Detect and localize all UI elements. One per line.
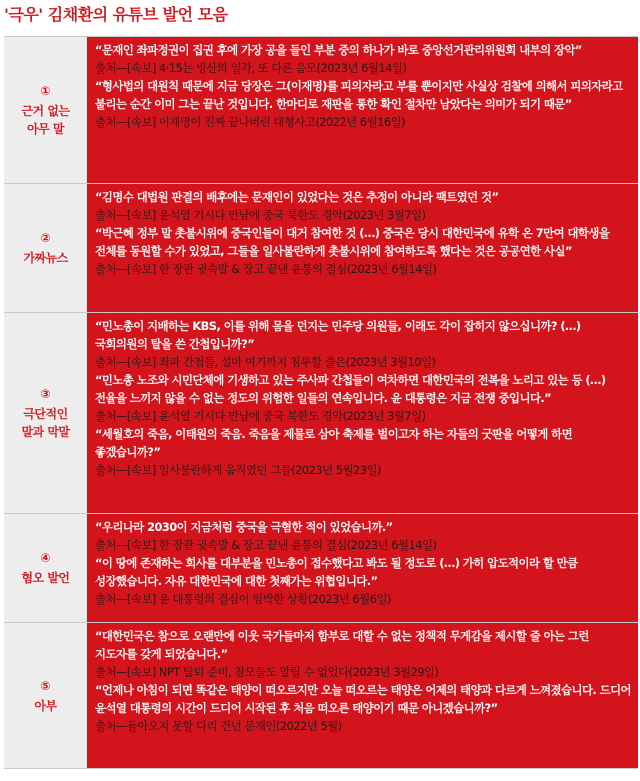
quote-source: 출처—[속보] 윤석열 기시다 만남에 중국 북한도 경악(2023년 3월7일) <box>95 409 426 423</box>
quote-source: 출처—[속보] 좌파 간첩들, 설마 여기까지 침투할 줄은(2023년 3월10일) <box>95 355 436 369</box>
category-number: ③ <box>40 387 51 401</box>
category-number: ① <box>40 84 51 98</box>
quote-text: “세월호의 죽음, 이태원의 죽음. 죽음을 제물로 삼아 축제를 벌이고자 하는 자들의 굿판을 어떻게 하면 좋겠습니까?” <box>95 427 573 459</box>
category-cell <box>4 37 87 183</box>
quote-cell <box>87 514 638 622</box>
category-cell <box>4 514 87 622</box>
quote-source: 출처—돌아오지 못할 다리 건넌 문재인(2022년 5월) <box>95 719 342 733</box>
quote-text: “형사법의 대원칙 때문에 지금 당장은 그(이재명)를 피의자라고 부를 뿐이지만 사실상 검찰에 의해서 피의자라고 불리는 순간 이미 그는 끝난 것입니다. 한마디로 재판을 통한 확인 절차만 남았다는 의미가 되기 때문” <box>95 79 623 111</box>
table-row <box>4 37 638 184</box>
quote-cell <box>87 37 638 183</box>
quote-text: “민노총이 지배하는 KBS, 이를 위해 몸을 던지는 민주당 의원들, 이래도 각이 잡히지 않으십니까? (…) 국회의원의 탈을 쓴 간첩입니까?” <box>95 319 581 351</box>
table-row <box>4 514 638 623</box>
quote-text: “이 땅에 존재하는 회사를 대부분을 민노총이 접수했다고 봐도 될 정도로 (…) 가히 압도적이라 할 만큼 성장했습니다. 자유 대한민국에 대한 첫째가는 위협입니다.” <box>95 556 578 588</box>
category-cell <box>4 184 87 312</box>
quote-text: “김명수 대법원 판결의 배후에는 문재인이 있었다는 것은 추정이 아니라 팩트였던 것” <box>95 190 499 204</box>
quote-text: “우리나라 2030이 지금처럼 중국을 극혐한 적이 있었습니까.” <box>95 520 393 534</box>
quote-text: “박근혜 정부 말 촛불시위에 중국인들이 대거 참여한 것 (…) 중국은 당시 대한민국에 유학 온 7만여 대학생을 전체를 동원할 수가 있었고, 그들을 일사불란하게 촛불시위에 참여하도록 했다는 것은 공공연한 사실” <box>95 226 610 258</box>
table-row <box>4 623 638 769</box>
category-cell <box>4 313 87 513</box>
category-label: 혐오 발언 <box>21 571 70 585</box>
table-row <box>4 184 638 313</box>
quote-source: 출처—[속보] 이재명이 진짜 끝나버린 대형사고(2022년 6월16일) <box>95 115 406 129</box>
quote-source: 출처—[속보] 한 장관 귓속말 & 장고 끝낸 윤통의 결심(2023년 6월14일) <box>95 538 437 552</box>
category-label: 아무 말 <box>27 122 64 136</box>
category-number: ② <box>40 231 51 245</box>
table-row <box>4 313 638 514</box>
category-label: 말과 막말 <box>21 425 70 439</box>
quote-cell <box>87 313 638 513</box>
category-number: ④ <box>40 551 51 565</box>
quote-text: “민노총 노조와 시민단체에 기생하고 있는 주사파 간첩들이 여차하면 대한민국의 전복을 노리고 있는 등 (…) 전율을 느끼지 않을 수 없는 정도의 위험한 일들의 연속입니다. 윤 대통령은 지금 전쟁 중입니다.” <box>95 373 606 405</box>
quote-text: “문재인 좌파정권이 집권 후에 가장 공을 들인 부분 중의 하나가 바로 중앙선거관리위원회 내부의 장악” <box>95 43 582 57</box>
category-label: 극단적인 <box>23 407 68 421</box>
quote-source: 출처—[속보] 윤 대통령의 결심이 임박한 상황(2023년 6월6일) <box>95 592 391 606</box>
category-number: ⑤ <box>40 678 51 693</box>
quote-source: 출처—[속보] NPT 탈퇴 준비, 참모들도 말릴 수 없었다(2023년 3월29일) <box>95 665 439 679</box>
quote-source: 출처—[속보] 윤석열 기시다 만남에 중국 북한도 경악(2023년 3월7일) <box>95 208 426 222</box>
category-label: 가짜뉴스 <box>23 251 68 265</box>
quote-text: “대한민국은 참으로 오랜만에 이웃 국가들마저 함부로 대할 수 없는 정책적 무게감을 제시할 줄 아는 그런 지도자를 갖게 되었습니다.” <box>95 629 589 661</box>
quote-source: 출처—[속보] 한 장관 귓속말 & 장고 끝낸 윤통의 결심(2023년 6월14일) <box>95 262 437 276</box>
category-cell <box>4 623 87 768</box>
category-label: 아부 <box>34 698 57 713</box>
quote-source: 출처—[속보] 4·15는 빙산의 일각, 또 다른 음모(2023년 6월14일) <box>95 61 407 75</box>
page-title: '극우' 김채환의 유튜브 발언 모음 <box>4 5 228 24</box>
quote-text: “언제나 아침이 되면 똑같은 태양이 떠오르지만 오늘 떠오르는 태양은 어제의 태양과 다르게 느껴졌습니다. 드디어 윤석열 대통령의 시간이 드디어 시작된 후 처음 떠오른 태양이기 때문 아니겠습니까?” <box>95 683 631 715</box>
quote-cell <box>87 623 638 768</box>
category-label: 근거 없는 <box>21 104 70 118</box>
quote-source: 출처—[속보] 일사불란하게 움직였던 그들(2023년 5월23일) <box>95 463 381 477</box>
quote-cell <box>87 184 638 312</box>
quote-table <box>4 36 638 769</box>
